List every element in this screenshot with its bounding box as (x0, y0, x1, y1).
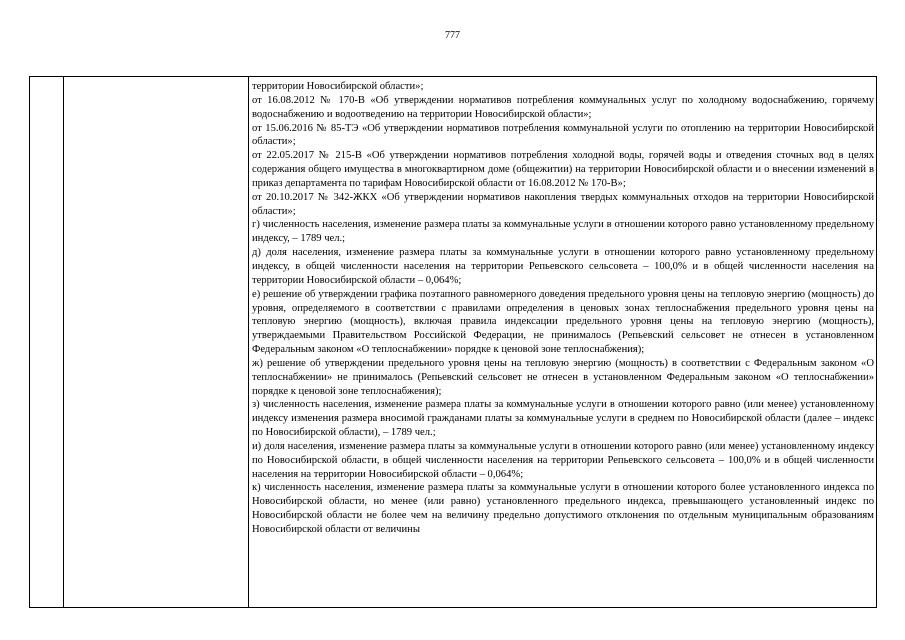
paragraph: территории Новосибирской области»; (252, 81, 424, 92)
paragraph: и) доля населения, изменение размера платы за коммунальные услуги в отношении которого равно (или менее) установленному индексу по Новосибирской области, в общей численности населения на территории Репьевского сельсовета – 100,0% и в общей численности населения на территории Новосибирской области – 0,064%; (252, 440, 874, 480)
table-column-name (64, 77, 249, 607)
paragraph: к) численность населения, изменение размера платы за коммунальные услуги в отношении которого более установленного индекса по Новосибирской области, но менее (или равно) установленного предельного индекса, превышающего установленный индекс по Новосибирской области не более чем на величину предельно допустимого отклонения по отдельным муниципальным образованиям Новосибирской области от величины (252, 482, 874, 535)
page-number: 777 (445, 30, 460, 41)
paragraph: от 16.08.2012 № 170-В «Об утверждении нормативов потребления коммунальных услуг по холодному водоснабжению, горячему водоснабжению и водоотведению на территории Новосибирской области»; (252, 94, 874, 120)
paragraph: от 22.05.2017 № 215-В «Об утверждении нормативов потребления холодной воды, горячей воды и отведения сточных вод в целях содержания общего имущества в многоквартирном доме (общежитии) на территории Новосибирской области и о внесении изменений в приказ департамента по тарифам Новосибирской области от 16.08.2012 № 170-В»; (252, 150, 874, 189)
paragraph: д) доля населения, изменение размера платы за коммунальные услуги в отношении которого равно установленному предельному индексу, в общей численности населения на территории Репьевского сельсовета – 100,0% и в общей численности населения на территории Новосибирской области – 0,064%; (252, 247, 874, 286)
paragraph: от 20.10.2017 № 342-ЖКХ «Об утверждении нормативов накопления твердых коммунальных отходов на территории Новосибирской области»; (252, 191, 874, 217)
table-column-content (252, 80, 874, 607)
table-column-number (30, 77, 64, 607)
paragraph: е) решение об утверждении графика поэтапного равномерного доведения предельного уровня цены на тепловую энергию (мощность) до уровня, определяемого в соответствии с правилами определения в ценовых зонах теплоснабжения предельного уровня цены на тепловую энергию (мощность), включая правила индексации предельного уровня цены на тепловую энергию (мощность), утверждаемыми Правительством Российской Федерации, не принималось (Репьевский сельсовет не отнесен в установленном Федеральным законом «О теплоснабжении» порядке к ценовой зоне теплоснабжения); (252, 288, 874, 356)
paragraph: з) численность населения, изменение размера платы за коммунальные услуги в отношении которого равно (или менее) установленному индексу изменения размера вносимой гражданами платы за коммунальные услуги в среднем по Новосибирской области (далее – индекс по Новосибирской области), – 1789 чел.; (252, 399, 874, 439)
paragraph: от 15.06.2016 № 85-ТЭ «Об утверждении нормативов потребления коммунальной услуги по отоплению на территории Новосибирской области»; (252, 122, 874, 148)
paragraph: г) численность населения, изменение размера платы за коммунальные услуги в отношении которого равно установленному предельному индексу, – 1789 чел.; (252, 219, 874, 245)
document-table (29, 76, 877, 608)
paragraph: ж) решение об утверждении предельного уровня цены на тепловую энергию (мощность) в соответствии с Федеральным законом «О теплоснабжении» не принималось (Репьевский сельсовет не отнесен в установленном Федеральным законом «О теплоснабжении» порядке к ценовой зоне теплоснабжения); (252, 357, 874, 397)
